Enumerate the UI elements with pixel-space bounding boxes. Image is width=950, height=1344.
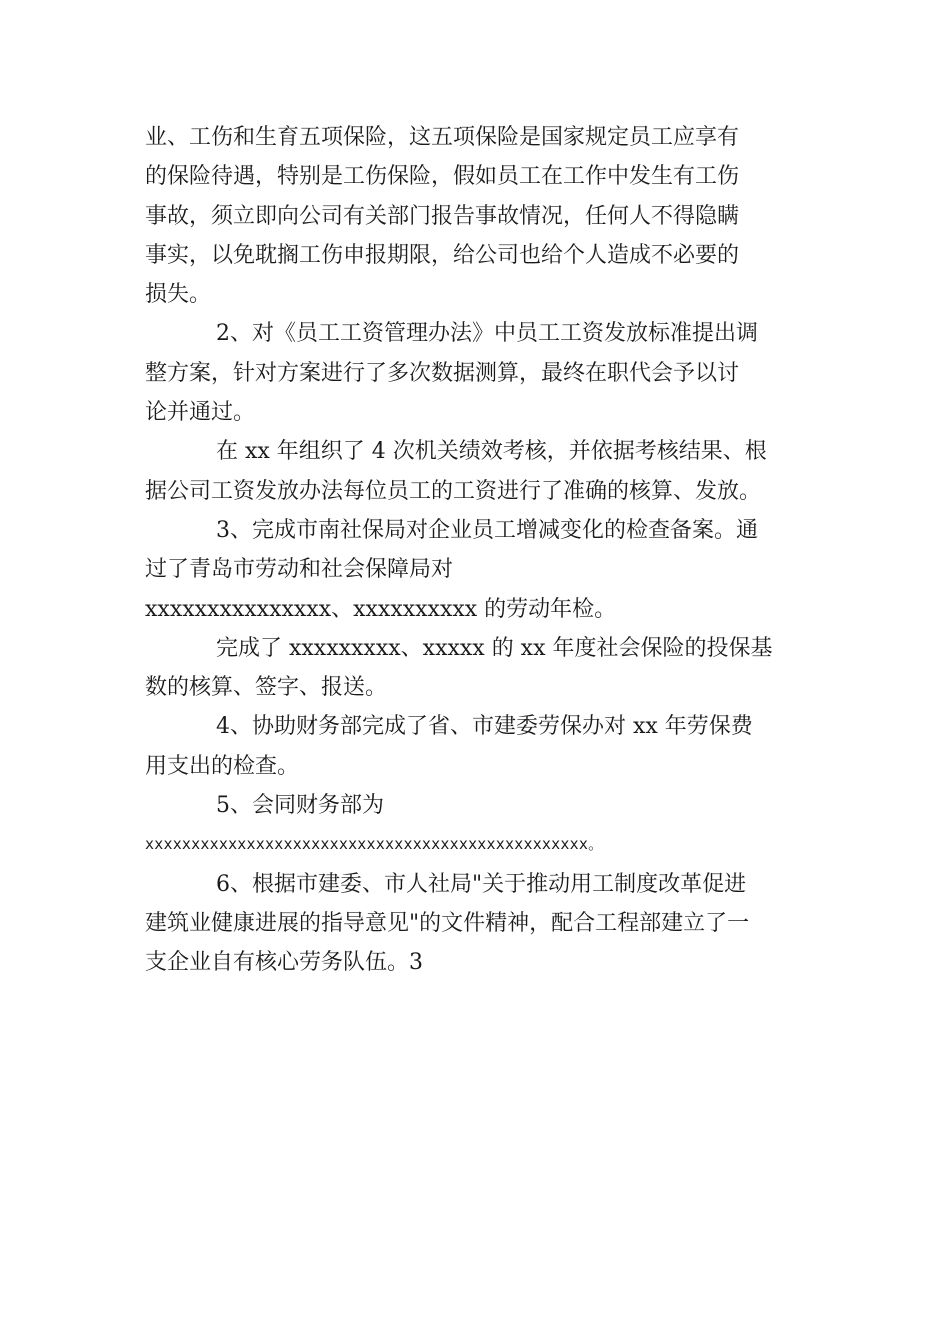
document-body (145, 118, 810, 983)
paragraph-line: 建筑业健康进展的指导意见"的文件精神，配合工程部建立了一 (145, 910, 750, 936)
paragraph-line: 4、协助财务部完成了省、市建委劳保办对 xx 年劳保费 (216, 714, 753, 740)
paragraph-line: 6、根据市建委、市人社局"关于推动用工制度改革促进 (216, 871, 747, 897)
paragraph-line: 在 xx 年组织了 4 次机关绩效考核，并依据考核结果、根 (216, 439, 767, 465)
paragraph-line: 据公司工资发放办法每位员工的工资进行了准确的核算、发放。 (145, 478, 762, 504)
paragraph-line: 5、会同财务部为 (216, 793, 384, 819)
paragraph-line: 支企业自有核心劳务队伍。3 (145, 950, 423, 976)
paragraph-line: 损失。 (145, 282, 212, 308)
paragraph-line: 论并通过。 (145, 400, 256, 426)
paragraph-line: 数的核算、签字、报送。 (145, 675, 388, 701)
paragraph-line: 事实，以免耽搁工伤申报期限，给公司也给个人造成不必要的 (145, 242, 740, 268)
paragraph-line: 业、工伤和生育五项保险，这五项保险是国家规定员工应享有 (145, 125, 740, 150)
paragraph-line: xxxxxxxxxxxxxxx、xxxxxxxxxx 的劳动年检。 (145, 596, 617, 622)
paragraph-line: xxxxxxxxxxxxxxxxxxxxxxxxxxxxxxxxxxxxxxxxxxxxxxxx。 (145, 835, 604, 854)
paragraph-line: 用支出的检查。 (145, 753, 300, 779)
paragraph-line: 事故，须立即向公司有关部门报告事故情况，任何人不得隐瞒 (145, 203, 740, 229)
paragraph-line: 整方案，针对方案进行了多次数据测算，最终在职代会予以讨 (145, 360, 740, 386)
paragraph-line: 2、对《员工工资管理办法》中员工工资发放标准提出调 (216, 321, 758, 347)
paragraph-line: 3、完成市南社保局对企业员工增减变化的检查备案。通 (216, 517, 758, 543)
paragraph-line: 的保险待遇，特别是工伤保险，假如员工在工作中发生有工伤 (145, 164, 740, 190)
paragraph-line: 完成了 xxxxxxxxx、xxxxx 的 xx 年度社会保险的投保基 (216, 635, 773, 661)
paragraph-line: 过了青岛市劳动和社会保障局对 (145, 557, 454, 583)
